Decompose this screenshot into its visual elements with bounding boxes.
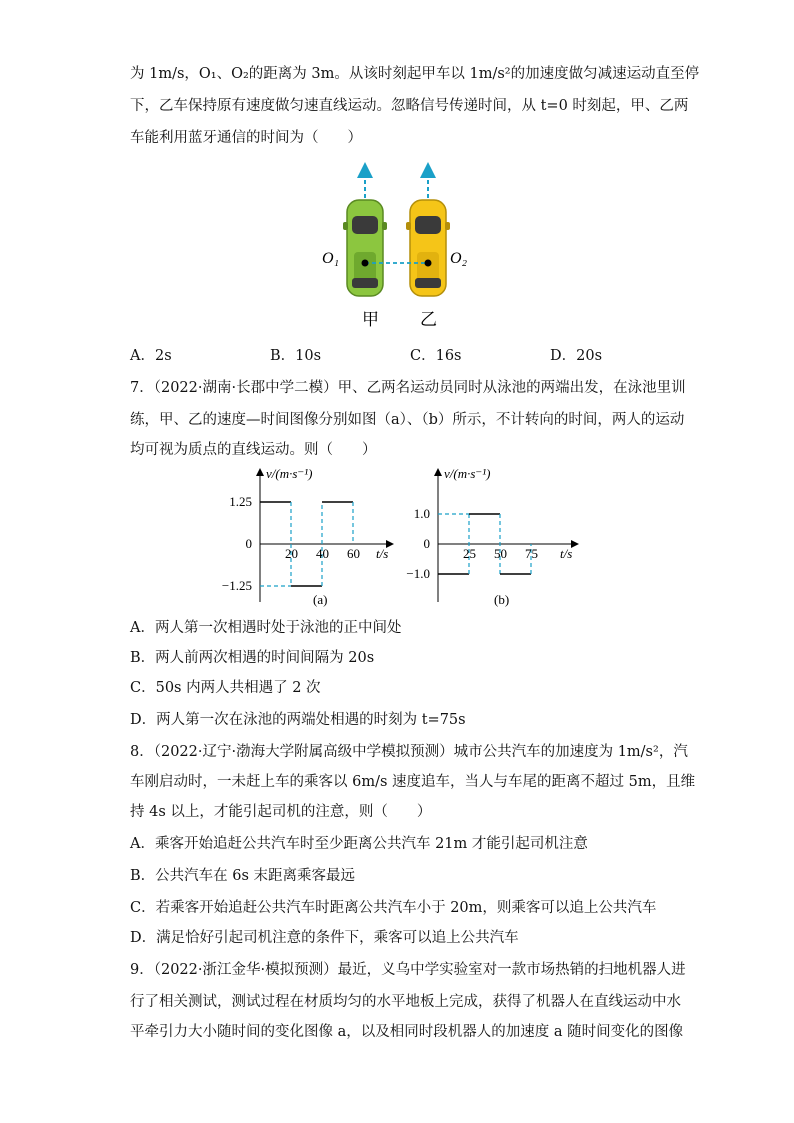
chart-y-tick: 0 <box>245 536 252 551</box>
chart-b-ylabel: v/(m·s⁻¹) <box>444 466 491 481</box>
q7-option-a[interactable]: A．两人第一次相遇时处于泳池的正中间处 <box>130 620 402 636</box>
q9-line-3: 平牵引力大小随时间的变化图像 a，以及相同时段机器人的加速度 a 随时间变化的图像 <box>130 1024 684 1040</box>
chart-x-tick: 75 <box>525 546 538 561</box>
q7-option-b[interactable]: B．两人前两次相遇的时间间隔为 20s <box>130 650 375 666</box>
label-car-a: 甲 <box>362 310 379 329</box>
chart-x-tick: 50 <box>494 546 507 561</box>
q6-option-d[interactable]: D．20s <box>550 348 603 364</box>
label-o1: O₁ <box>322 250 340 267</box>
q6-line-2: 下，乙车保持原有速度做匀速直线运动。忽略信号传递时间，从 t=0 时刻起，甲、乙两 <box>130 98 689 114</box>
q8-option-c[interactable]: C．若乘客开始追赶公共汽车时距离公共汽车小于 20m，则乘客可以追上公共汽车 <box>130 900 657 916</box>
chart-x-tick: 40 <box>316 546 329 561</box>
q7-line-2: 练，甲、乙的速度—时间图像分别如图（a）、（b）所示，不计转向的时间，两人的运动 <box>130 412 685 428</box>
chart-b-title: (b) <box>494 592 510 607</box>
chart-x-tick: 60 <box>347 546 360 561</box>
q6-option-c[interactable]: C．16s <box>410 348 462 364</box>
q9-line-1: 9．（2022·浙江金华·模拟预测）最近，义乌中学实验室对一款市场热销的扫地机器人进 <box>130 962 686 978</box>
q8-option-a[interactable]: A．乘客开始追赶公共汽车时至少距离公共汽车 21m 才能引起司机注意 <box>130 836 588 852</box>
car-a-shape <box>343 200 387 296</box>
q8-line-1: 8．（2022·辽宁·渤海大学附属高级中学模拟预测）城市公共汽车的加速度为 1m/s²，汽 <box>130 744 688 760</box>
label-o2: O₂ <box>450 250 468 267</box>
chart-a <box>210 462 400 612</box>
o1-point <box>362 260 369 267</box>
q7-line-1: 7．（2022·湖南·长郡中学二模）甲、乙两名运动员同时从泳池的两端出发，在泳池里训 <box>130 380 686 396</box>
chart-y-tick: 1.0 <box>413 506 430 521</box>
chart-a-title: (a) <box>313 592 328 607</box>
q7-option-d[interactable]: D．两人第一次在泳池的两端处相遇的时刻为 t=75s <box>130 712 466 728</box>
label-car-b: 乙 <box>420 310 437 329</box>
car-figure <box>300 160 500 340</box>
q8-line-2: 车刚启动时，一未赶上车的乘客以 6m/s 速度追车，当人与车尾的距离不超过 5m，且维 <box>130 774 696 790</box>
chart-x-tick: 20 <box>285 546 298 561</box>
chart-b <box>406 462 600 612</box>
q7-option-c[interactable]: C．50s 内两人共相遇了 2 次 <box>130 680 321 696</box>
chart-b-xlabel: t/s <box>560 546 573 561</box>
chart-y-tick: 0 <box>423 536 430 551</box>
q8-line-3: 持 4s 以上，才能引起司机的注意，则（ ） <box>130 804 432 820</box>
q6-line-3: 车能利用蓝牙通信的时间为（ ） <box>130 130 362 146</box>
chart-a-xlabel: t/s <box>376 546 389 561</box>
chart-y-tick: −1.25 <box>221 578 252 593</box>
chart-y-tick: −1.0 <box>406 566 430 581</box>
q8-option-b[interactable]: B．公共汽车在 6s 末距离乘客最远 <box>130 868 356 884</box>
q8-option-d[interactable]: D．满足恰好引起司机注意的条件下，乘客可以追上公共汽车 <box>130 930 519 946</box>
q9-line-2: 行了相关测试，测试过程在材质均匀的水平地板上完成，获得了机器人在直线运动中水 <box>130 994 681 1010</box>
chart-y-tick: 1.25 <box>229 494 252 509</box>
o2-point <box>425 260 432 267</box>
q6-option-b[interactable]: B．10s <box>270 348 322 364</box>
q6-option-a[interactable]: A．2s <box>130 348 172 364</box>
q7-line-3: 均可视为质点的直线运动。则（ ） <box>130 442 377 458</box>
q6-line-1: 为 1m/s，O₁、O₂的距离为 3m。从该时刻起甲车以 1m/s²的加速度做匀减速运动直至停 <box>130 66 700 82</box>
chart-a-ylabel: v/(m·s⁻¹) <box>266 466 313 481</box>
car-b-shape <box>406 200 450 296</box>
chart-x-tick: 25 <box>463 546 476 561</box>
